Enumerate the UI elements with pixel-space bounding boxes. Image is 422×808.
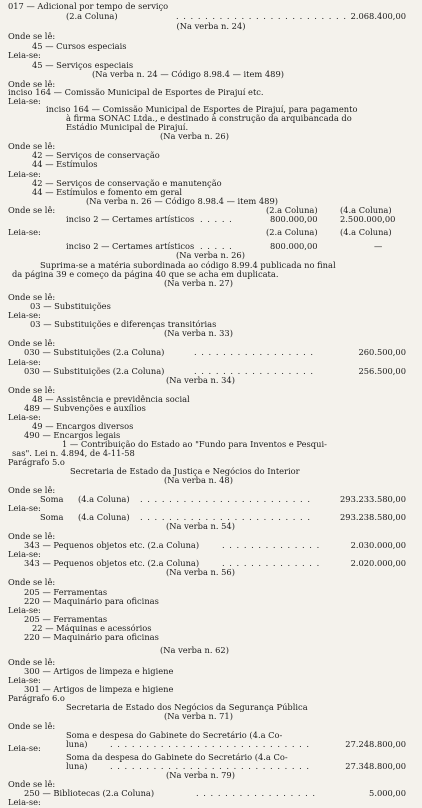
text-segment: Leia-se:	[8, 169, 41, 179]
text-segment: 27.348.800,00	[345, 761, 406, 771]
text-segment: Onde se lê:	[8, 385, 56, 395]
text-segment: 1 — Contribuição do Estado ao "Fundo para Inventos e Pesqui-	[62, 439, 327, 449]
text-segment: Leia-se:	[8, 675, 41, 685]
dot-leader: . . . . . . . . . . . . . . . . . . . . . . . . . . . .	[110, 739, 311, 749]
text-segment: 27.248.800,00	[345, 739, 406, 749]
dot-leader: . . . . . . . . . . . . . .	[222, 558, 321, 568]
text-line	[0, 646, 422, 656]
text-segment: à firma SONAC Ltda., e destinado à construção da arquibancada do	[66, 113, 352, 123]
dot-leader: . . . . . . . . . . . . . . . . .	[194, 347, 315, 357]
text-line	[0, 22, 422, 32]
text-segment: (Na verba n. 62)	[160, 645, 229, 655]
text-segment: 030 — Substituições (2.a Coluna)	[24, 366, 165, 376]
text-line	[0, 633, 422, 643]
text-segment: Onde se lê:	[8, 485, 56, 495]
text-segment: Onde se lê:	[8, 79, 56, 89]
text-segment: Estádio Municipal de Pirajuí.	[66, 122, 189, 132]
text-segment: da página 39 e começo da página 40 que se acha em duplicata.	[12, 269, 279, 279]
dot-leader: . . . . . . . . . . . . . . . . . . . . . . . . . . . .	[110, 761, 311, 771]
text-segment: 49 — Encargos diversos	[32, 421, 134, 431]
text-segment: Soma	[40, 512, 64, 522]
dot-leader: . . . . . . . . . . . . . . . . . . . . . . . . .	[176, 11, 355, 21]
text-segment: 293.233.580,00	[340, 494, 406, 504]
text-segment: (2.a Coluna)	[266, 205, 318, 215]
text-segment: (Na verba n. 26)	[176, 250, 245, 260]
text-segment: Parágrafo 5.o	[8, 457, 65, 467]
dot-leader: . . . . . . . . . . . . . . . . . . . . . . . .	[140, 494, 311, 504]
text-segment: 205 — Ferramentas	[24, 587, 108, 597]
text-segment: 800.000,00	[270, 241, 318, 251]
text-segment: (4.a Coluna)	[78, 494, 130, 504]
text-segment: 301 — Artigos de limpeza e higiene	[24, 684, 174, 694]
text-line	[0, 132, 422, 142]
text-segment: Secretaria de Estado da Justiça e Negócios do Interior	[70, 466, 300, 476]
text-segment: (Na verba n. 56)	[166, 567, 235, 577]
text-segment: Onde se lê:	[8, 657, 56, 667]
dot-leader: . . . . .	[200, 241, 233, 251]
text-segment: (Na verba n. 26 — Código 8.98.4 — item 489)	[86, 196, 278, 206]
text-line	[0, 568, 422, 578]
text-segment: 017 — Adicional por tempo de serviço	[8, 1, 169, 11]
text-line	[0, 376, 422, 386]
text-segment: (Na verba n. 48)	[164, 475, 233, 485]
text-segment: Onde se lê:	[8, 779, 56, 789]
text-line	[0, 279, 422, 289]
text-segment: Onde se lê:	[8, 338, 56, 348]
text-segment: Soma e despesa do Gabinete do Secretário (4.a Co-	[66, 730, 283, 740]
text-segment: (Na verba n. 71)	[164, 711, 233, 721]
text-segment: (4.a Coluna)	[340, 205, 392, 215]
text-segment: (4.a Coluna)	[78, 512, 130, 522]
text-segment: (Na verba n. 24 — Código 8.98.4 — item 489)	[92, 69, 284, 79]
dot-leader: . . . . .	[200, 214, 233, 224]
text-segment: inciso 164 — Comissão Municipal de Esportes de Pirajuí etc.	[8, 87, 264, 97]
text-segment: 2.500.000,00	[340, 214, 396, 224]
text-segment: Leia-se:	[8, 50, 41, 60]
text-segment: 260.500,00	[358, 347, 406, 357]
text-segment: Leia-se:	[8, 797, 41, 807]
text-segment: 44 — Estímulos	[32, 159, 98, 169]
text-line	[0, 798, 422, 808]
text-segment: 42 — Serviços de conservação	[32, 150, 160, 160]
text-line	[0, 70, 422, 80]
text-segment: 800.000,00	[270, 214, 318, 224]
text-segment: Parágrafo 6.o	[8, 693, 65, 703]
text-segment: 03 — Substituições e diferenças transitórias	[30, 319, 217, 329]
text-segment: 256.500,00	[358, 366, 406, 376]
text-segment: 45 — Serviços especiais	[32, 60, 134, 70]
text-segment: 220 — Maquinário para oficinas	[24, 596, 159, 606]
text-segment: 489 — Subvenções e auxílios	[24, 403, 146, 413]
text-segment: 300 — Artigos de limpeza e higiene	[24, 666, 174, 676]
text-segment: (4.a Coluna)	[340, 227, 392, 237]
text-line	[0, 228, 422, 238]
text-segment: 030 — Substituições (2.a Coluna)	[24, 347, 165, 357]
text-segment: 343 — Pequenos objetos etc. (2.a Coluna)	[24, 558, 200, 568]
text-segment: Onde se lê:	[8, 577, 56, 587]
text-segment: 250 — Bibliotecas (2.a Coluna)	[24, 788, 155, 798]
text-segment: sas". Lei n. 4.894, de 4-11-58	[12, 448, 135, 458]
dot-leader: . . . . . . . . . . . . . . . . .	[194, 366, 315, 376]
text-segment: 293.238.580,00	[340, 512, 406, 522]
text-segment: luna)	[66, 739, 88, 749]
text-segment: Leia-se:	[8, 605, 41, 615]
text-segment: 220 — Maquinário para oficinas	[24, 632, 159, 642]
text-segment: Onde se lê:	[8, 205, 56, 215]
text-segment: Onde se lê:	[8, 721, 56, 731]
text-segment: 205 — Ferramentas	[24, 614, 108, 624]
text-segment: inciso 2 — Certames artísticos	[66, 241, 195, 251]
dot-leader: . . . . . . . . . . . . . . . . .	[196, 788, 317, 798]
text-segment: 343 — Pequenos objetos etc. (2.a Coluna)	[24, 540, 200, 550]
text-segment: Soma	[40, 494, 64, 504]
text-segment: (Na verba n. 24)	[176, 21, 246, 31]
text-segment: Leia-se:	[8, 310, 41, 320]
text-segment: 44 — Estímulos e fomento em geral	[32, 187, 183, 197]
text-segment: Suprima-se a matéria subordinada ao código 8.99.4 publicada no final	[40, 260, 336, 270]
text-segment: 03 — Substituições	[30, 301, 111, 311]
text-segment: (Na verba n. 27)	[164, 278, 233, 288]
text-segment: 45 — Cursos especiais	[32, 41, 127, 51]
text-segment: Leia-se:	[8, 549, 41, 559]
text-segment: Leia-se:	[8, 227, 41, 237]
text-segment: 5.000,00	[369, 788, 406, 798]
text-segment: Leia-se:	[8, 357, 41, 367]
text-segment: Soma da despesa do Gabinete do Secretário (4.a Co-	[66, 752, 288, 762]
text-line	[0, 329, 422, 339]
text-line	[0, 215, 422, 225]
text-line	[0, 476, 422, 486]
text-segment: Onde se lê:	[8, 292, 56, 302]
text-line	[0, 522, 422, 532]
text-segment: inciso 2 — Certames artísticos	[66, 214, 195, 224]
text-segment: (Na verba n. 79)	[166, 770, 235, 780]
text-segment: (Na verba n. 26)	[160, 131, 229, 141]
text-segment: 490 — Encargos legais	[24, 430, 121, 440]
text-segment: luna)	[66, 761, 88, 771]
text-line	[0, 160, 422, 170]
text-segment: Onde se lê:	[8, 531, 56, 541]
dot-leader: . . . . . . . . . . . . . . . . . . . . . . . .	[140, 512, 311, 522]
text-segment: Leia-se:	[8, 96, 41, 106]
text-segment: Onde se lê:	[8, 31, 56, 41]
text-segment: 48 — Assistência e previdência social	[32, 394, 190, 404]
text-segment: —	[374, 241, 383, 251]
text-segment: Leia-se:	[8, 412, 41, 422]
text-segment: 2.068.400,00	[350, 11, 406, 21]
text-line	[0, 712, 422, 722]
text-segment: Secretaria de Estado dos Negócios da Segurança Pública	[66, 702, 308, 712]
text-segment: (Na verba n. 33)	[164, 328, 233, 338]
text-segment: Leia-se:	[8, 743, 41, 753]
text-segment: 22 — Máquinas e acessórios	[32, 623, 152, 633]
text-segment: inciso 164 — Comissão Municipal de Esportes de Pirajuí, para pagamento	[46, 104, 358, 114]
text-segment: (2.a Coluna)	[266, 227, 318, 237]
text-segment: Leia-se:	[8, 503, 41, 513]
text-line	[0, 348, 422, 358]
text-segment: 42 — Serviços de conservação e manutenção	[32, 178, 222, 188]
text-segment: (2.a Coluna)	[66, 11, 118, 21]
text-segment: 2.020.000,00	[350, 558, 406, 568]
text-segment: (Na verba n. 34)	[166, 375, 235, 385]
text-segment: 2.030.000,00	[350, 540, 406, 550]
text-segment: (Na verba n. 54)	[166, 521, 235, 531]
dot-leader: . . . . . . . . . . . . . .	[222, 540, 321, 550]
text-segment: Onde se lê:	[8, 141, 56, 151]
